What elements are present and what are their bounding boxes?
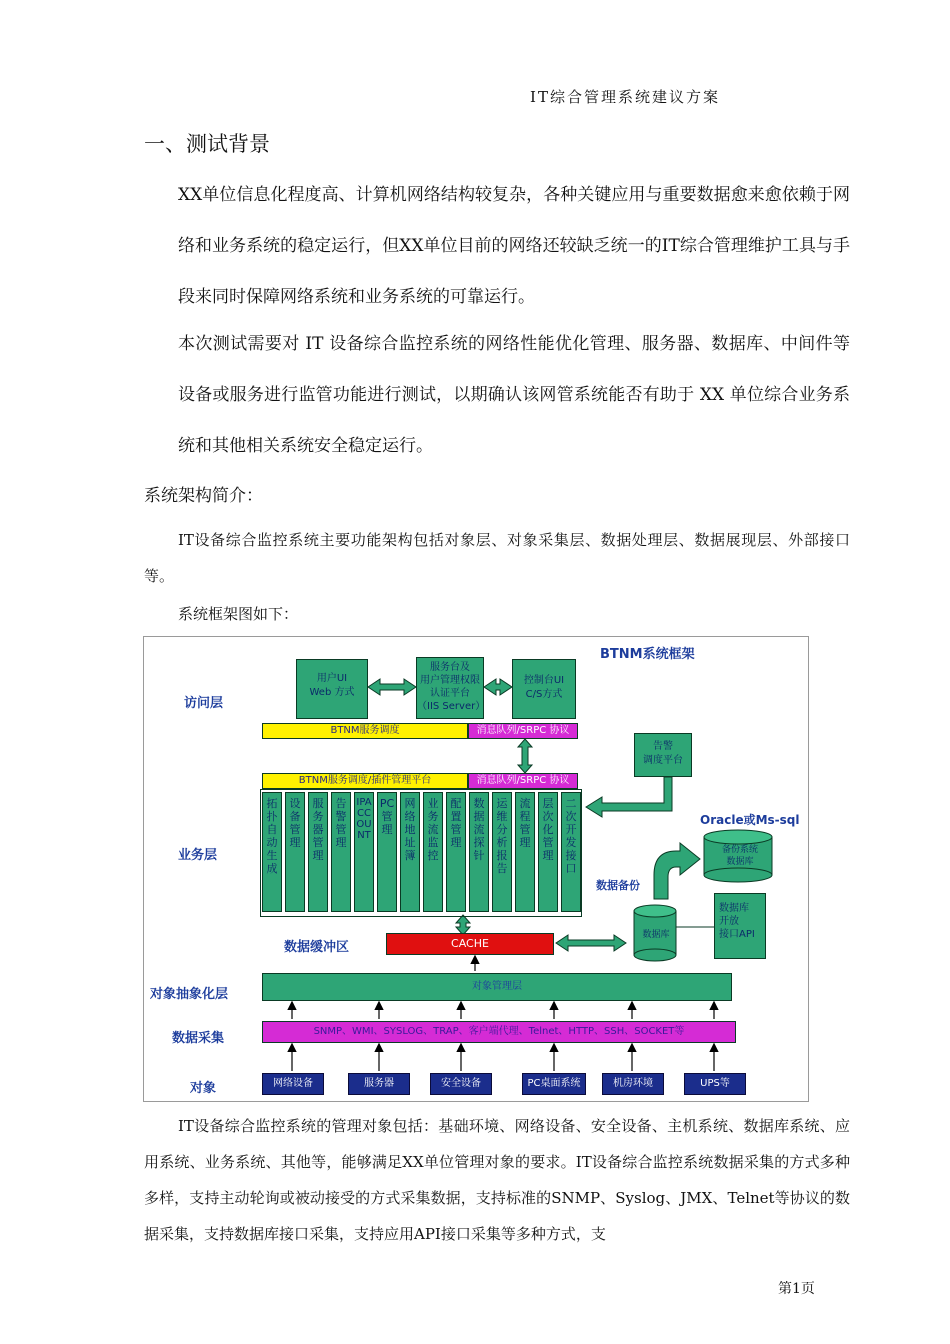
paragraph-background [144,170,850,323]
page-header: IT综合管理系统建议方案 [530,88,720,106]
section-heading: 一、测试背景 [144,132,270,156]
paragraph-text: 本次测试需要对 IT 设备综合监控系统的网络性能优化管理、服务器、数据库、中间件等设备或服务进行监管功能进行测试，以期确认该网管系统能否有助于 XX 单位综合业务系统和其他相关系统安全稳定运行。 [178,334,850,456]
paragraph-managed-objects: IT设备综合监控系统的管理对象包括：基础环境、网络设备、安全设备、主机系统、数据库系统、应用系统、业务系统、其他等，能够满足XX单位管理对象的要求。IT设备综合监控系统数据采集的方式多种多样，支持主动轮询或被动接受的方式采集数据，支持标准的SNMP、Syslog、JMX、Telnet等协议的数据采集，支持数据库接口采集，支持应用API接口采集等多种方式，支 [144,1117,850,1243]
module-report: 运维分析报告 [492,792,512,912]
device-server: 服务器 [348,1073,410,1095]
module-config: 配置管理 [446,792,466,912]
module-dev-interface: 二次开发接口 [561,792,581,912]
page-number: 第1页 [778,1281,815,1297]
module-device: 设备管理 [285,792,305,912]
queue-bar: 消息队列/SRPC 协议 [468,723,578,739]
arrows-devices [292,1045,714,1071]
layer-label-buffer: 数据缓冲区 [284,940,350,955]
console-ui-box: 控制台UI C/S方式 [512,659,576,719]
module-flow-monitor: 业务流监控 [423,792,443,912]
device-pc-desktop: PC桌面系统 [522,1073,586,1095]
backup-db-label: 备份系统 数据库 [721,845,758,867]
auth-platform-box: 服务台及 用户管理权限 认证平台 （IIS Server） [416,657,484,719]
system-architecture-diagram [143,636,809,1102]
layer-label-objects: 对象 [190,1081,217,1096]
diagram-caption: 系统框架图如下： [178,605,299,623]
layer-label-abstraction: 对象抽象化层 [150,987,229,1002]
module-process: 流程管理 [515,792,535,912]
arrow-auth-console [484,679,512,695]
module-server: 服务器管理 [308,792,328,912]
db-api-box: 数据库 开放 接口API [714,893,766,959]
arrow-queue-platform [518,739,532,773]
paragraph-test-scope [144,319,850,472]
paragraph-text: XX单位信息化程度高、计算机网络结构较复杂，各种关键应用与重要数据愈来愈依赖于网络和业务系统的稳定运行，但XX单位目前的网络还较缺乏统一的IT综合管理维护工具与手段来同时保障网络系统和业务系统的可靠运行。 [178,185,850,307]
device-ups: UPS等 [684,1073,746,1095]
scheduler-bar: BTNM服务调度 [262,723,468,739]
database-label: 数据库 [642,930,670,940]
module-probe: 数据流探针 [469,792,489,912]
module-topology: 拓扑自动生成 [262,792,282,912]
arch-heading: 系统架构简介： [144,486,263,506]
layer-label-access: 访问层 [184,696,224,711]
backup-label: 数据备份 [596,879,640,892]
queue-bar-2: 消息队列/SRPC 协议 [468,773,578,789]
module-alarm: 告警管理 [331,792,351,912]
device-security: 安全设备 [430,1073,492,1095]
protocols-bar: SNMP、WMI、SYSLOG、TRAP、客户端代理、Telnet、HTTP、SSH、SOCKET等 [262,1021,736,1043]
arrow-alarm-modules [586,777,672,817]
alarm-platform-box: 告警 调度平台 [634,733,692,777]
object-mgmt-box: 对象管理层 [262,973,732,1001]
arrow-modules-cache [456,915,470,935]
arrow-web-auth [368,679,416,695]
cache-box: CACHE [386,933,554,955]
module-hierarchy: 层次化管理 [538,792,558,912]
arrow-cache-database [556,935,626,951]
platform-bar: BTNM服务调度/插件管理平台 [262,773,468,789]
layer-label-business: 业务层 [178,848,218,863]
db-type-label: Oracle或Ms-sql [700,813,800,827]
diagram-title: BTNM系统框架 [600,647,695,662]
web-ui-box: 用户UI Web 方式 [296,659,368,719]
device-room-env: 机房环境 [602,1073,664,1095]
layer-label-collection: 数据采集 [172,1031,225,1046]
device-network: 网络设备 [262,1073,324,1095]
arrows-collection [292,1003,714,1019]
module-pc: PC管理 [377,792,397,912]
module-address-book: 网络地址簿 [400,792,420,912]
paragraph-architecture: IT设备综合监控系统主要功能架构包括对象层、对象采集层、数据处理层、数据展现层、外部接口等。 [144,531,850,585]
arrow-backup [654,843,700,899]
module-ipaccount: IPACCOUNT [354,792,374,912]
